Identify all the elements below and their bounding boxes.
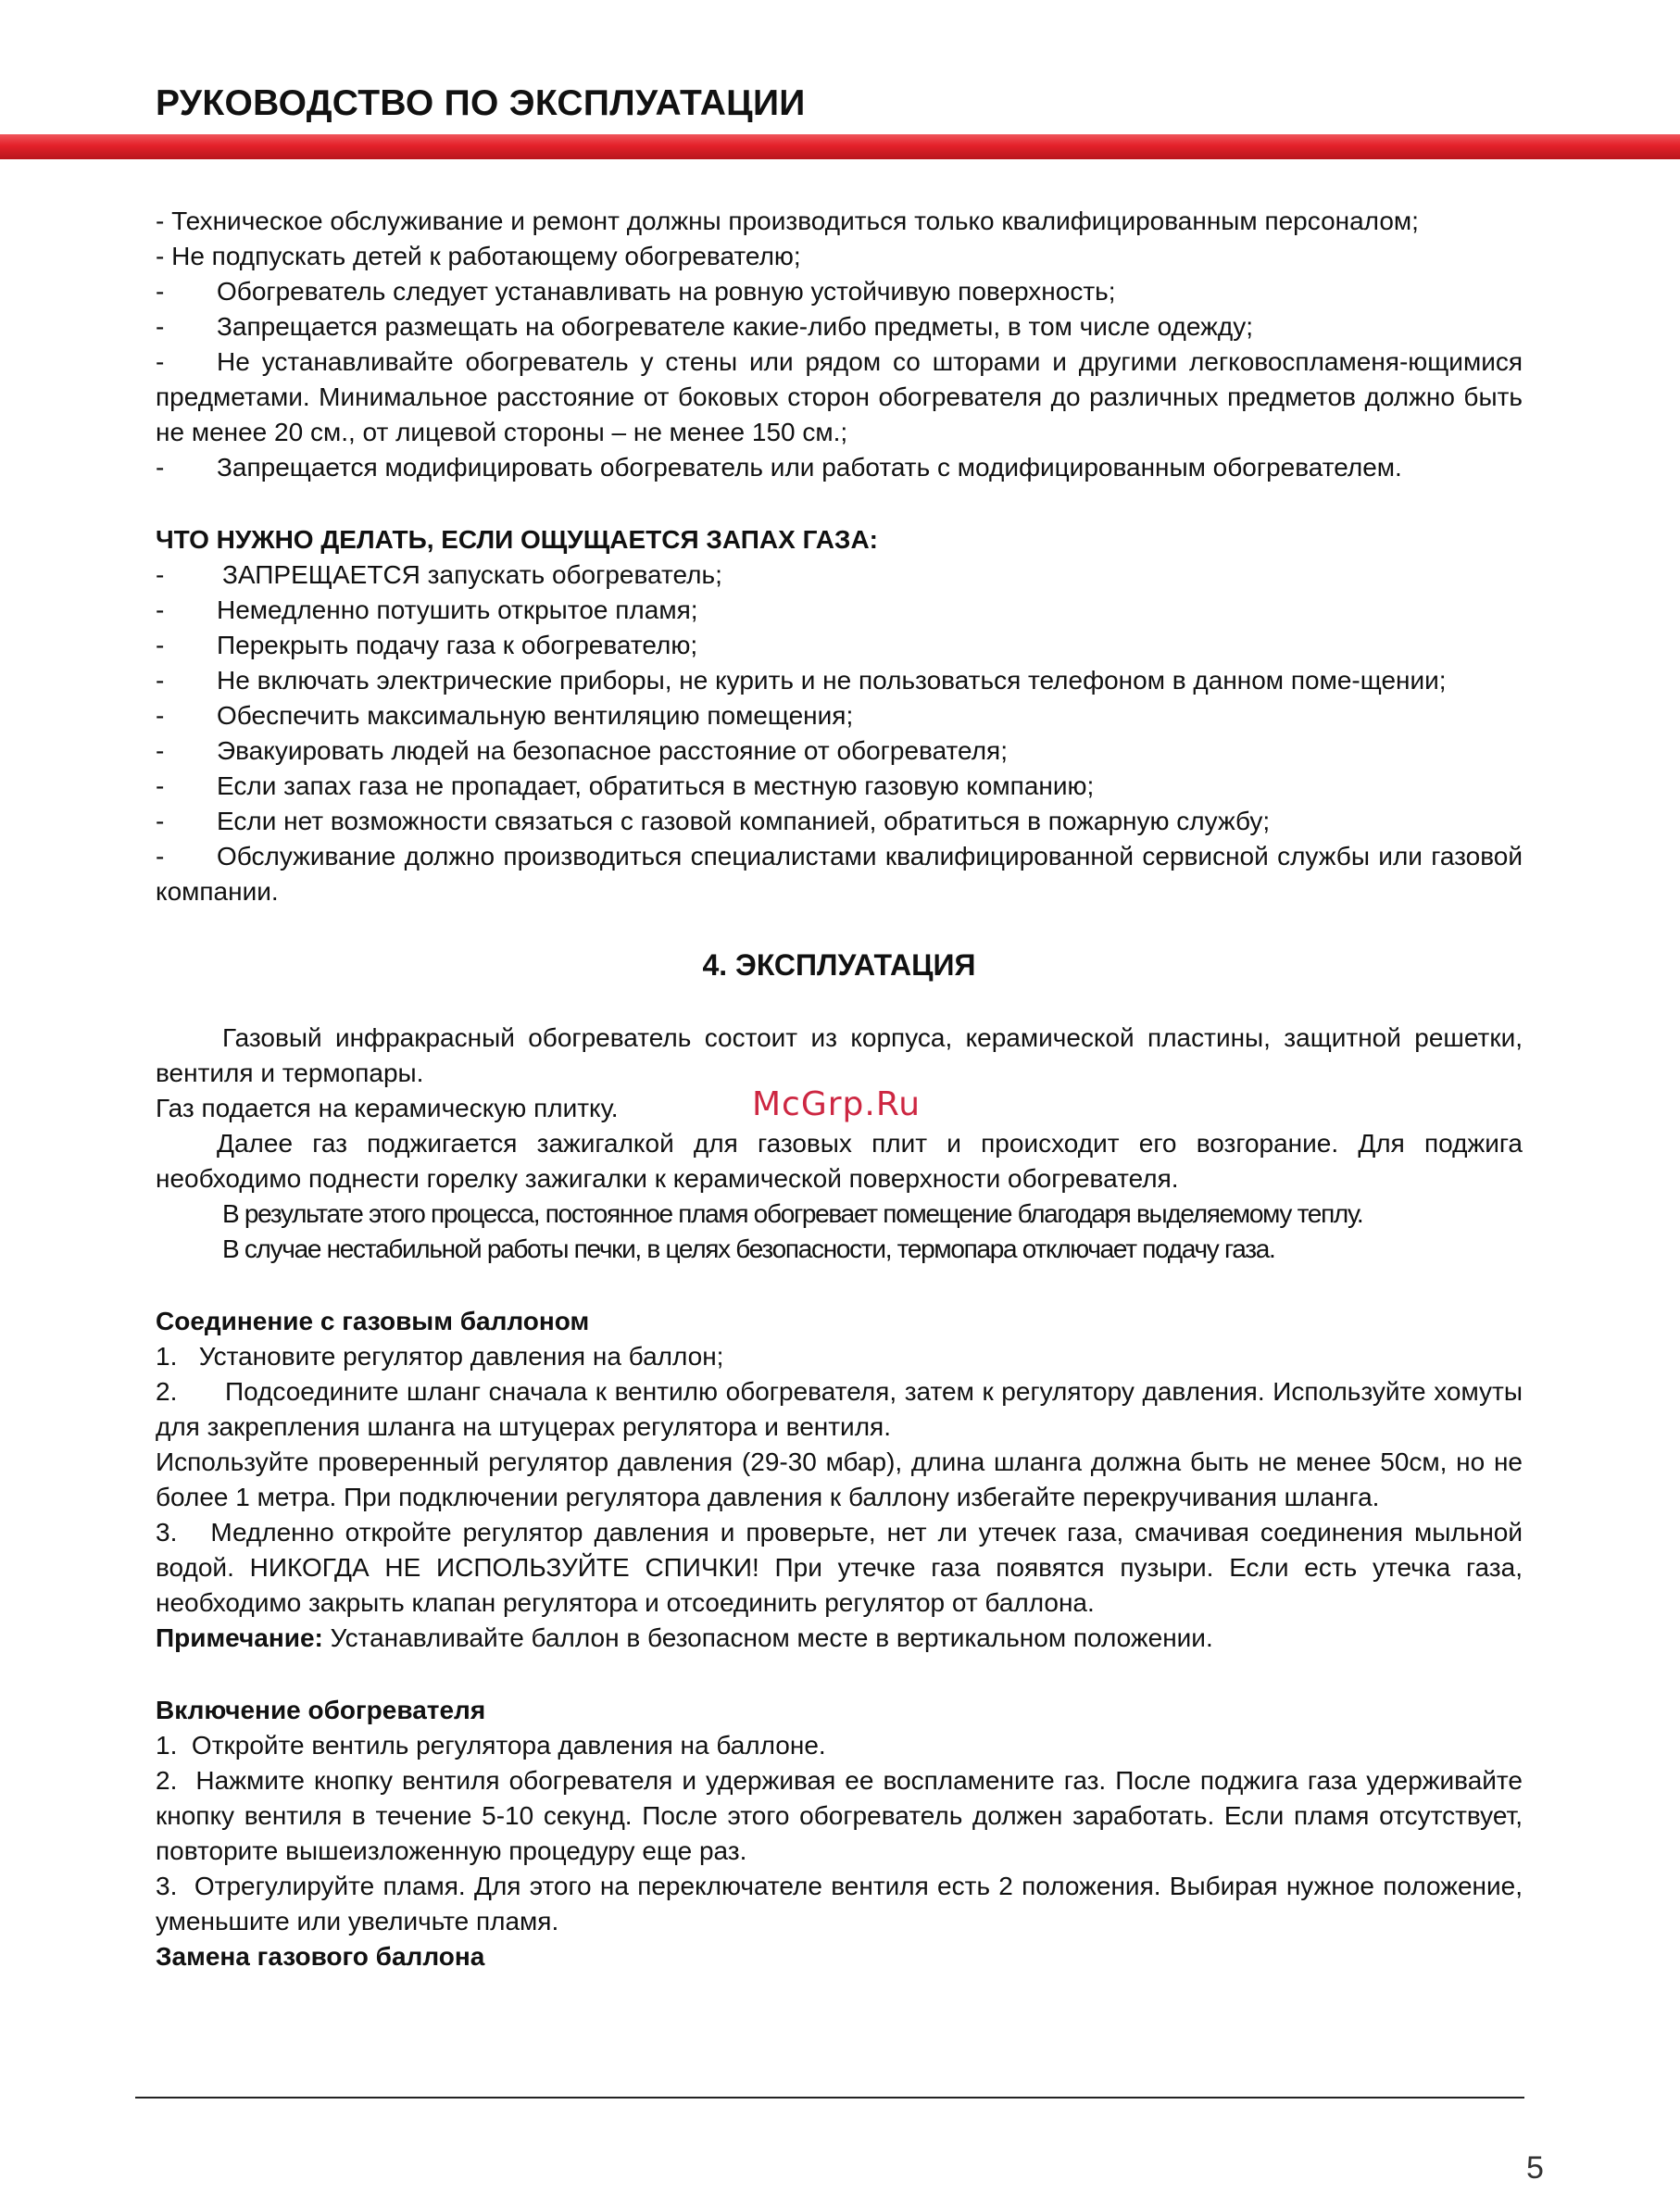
list-item: - Запрещается размещать на обогревателе какие-либо предметы, в том числе одежду; xyxy=(156,312,1253,341)
connection-step-1: 1. Установите регулятор давления на баллон; xyxy=(156,1342,724,1371)
replacement-heading: Замена газового баллона xyxy=(156,1942,485,1971)
ignition-heading: Включение обогревателя xyxy=(156,1696,486,1724)
list-item: - Не устанавливайте обогреватель у стены или рядом со шторами и другими легковоспламеня-ющимися предметами. Минимальное расстояние от боковых сторон обогревателя до различных предметов должно быть не менее 20 см., от лицевой стороны – не менее 150 см.; xyxy=(156,347,1523,446)
safety-line-1: - Техническое обслуживание и ремонт должны производиться только квалифицированным персоналом; xyxy=(156,207,1419,235)
page-number: 5 xyxy=(1526,2150,1544,2186)
list-item: - Немедленно потушить открытое пламя; xyxy=(156,595,698,624)
note-label: Примечание: xyxy=(156,1623,323,1652)
section-title: 4. ЭКСПЛУАТАЦИЯ xyxy=(702,948,976,982)
list-item: - Эвакуировать людей на безопасное расстояние от обогревателя; xyxy=(156,736,1008,765)
connection-step-3: 3. Медленно откройте регулятор давления и проверьте, нет ли утечек газа, смачивая соединения мыльной водой. НИКОГДА НЕ ИСПОЛЬЗУЙТЕ СПИЧКИ! При утечке газа появятся пузыри. Если есть утечка газа, необходимо закрыть клапан регулятора и отсоединить регулятор от баллона. xyxy=(156,1518,1530,1617)
list-item: - Не включать электрические приборы, не курить и не пользоваться телефоном в данном поме-щении; xyxy=(156,666,1447,695)
list-item: - ЗАПРЕЩАЕТСЯ запускать обогреватель; xyxy=(156,560,722,589)
document-title: РУКОВОДСТВО ПО ЭКСПЛУАТАЦИИ xyxy=(156,83,806,123)
operation-paragraph-3: Далее газ поджигается зажигалкой для газовых плит и происходит его возгорание. Для поджига необходимо поднести горелку зажигалки к керамической поверхности обогревателя. xyxy=(156,1129,1523,1193)
connection-step-2: 2. Подсоедините шланг сначала к вентилю обогревателя, затем к регулятору давления. Используйте хомуты для закрепления шланга на штуцерах регулятора и вентиля. xyxy=(156,1377,1530,1441)
header-accent-band xyxy=(0,134,1680,159)
list-item: - Обслуживание должно производиться специалистами квалифицированной сервисной службы или газовой компании. xyxy=(156,842,1523,906)
note-text: Устанавливайте баллон в безопасном месте в вертикальном положении. xyxy=(322,1623,1213,1652)
ignition-step-1: 1. Откройте вентиль регулятора давления на баллоне. xyxy=(156,1731,826,1760)
list-item: - Перекрыть подачу газа к обогревателю; xyxy=(156,631,698,659)
connection-heading: Соединение с газовым баллоном xyxy=(156,1307,590,1335)
list-item: - Обогреватель следует устанавливать на ровную устойчивую поверхность; xyxy=(156,277,1116,306)
operation-paragraph-5: В случае нестабильной работы печки, в целях безопасности, термопара отключает подачу газа. xyxy=(222,1234,1275,1263)
list-item: - Обеспечить максимальную вентиляцию помещения; xyxy=(156,701,854,730)
list-item: - Если запах газа не пропадает, обратиться в местную газовую компанию; xyxy=(156,771,1095,800)
operation-paragraph-2: Газ подается на керамическую плитку. xyxy=(156,1094,619,1122)
ignition-step-3: 3. Отрегулируйте пламя. Для этого на переключателе вентиля есть 2 положения. Выбирая нужное положение, уменьшите или увеличьте пламя. xyxy=(156,1872,1530,1936)
list-item: - Если нет возможности связаться с газовой компанией, обратиться в пожарную службу; xyxy=(156,807,1271,835)
connection-step-2-detail: Используйте проверенный регулятор давления (29-30 мбар), длина шланга должна быть не менее 50см, но не более 1 метра. При подключении регулятора давления к баллону избегайте перекручивания шланга. xyxy=(156,1447,1523,1511)
ignition-step-2: 2. Нажмите кнопку вентиля обогревателя и удерживая ее воспламените газ. После поджига газа удерживайте кнопку вентиля в течение 5-10 секунд. После этого обогреватель должен заработать. Если пламя отсутствует, повторите вышеизложенную процедуру еще раз. xyxy=(156,1766,1530,1865)
operation-paragraph-1: Газовый инфракрасный обогреватель состоит из корпуса, керамической пластины, защитной решетки, вентиля и термопары. xyxy=(156,1023,1523,1087)
operation-paragraph-4: В результате этого процесса, постоянное пламя обогревает помещение благодаря выделяемому теплу. xyxy=(222,1199,1363,1228)
watermark: McGrp.Ru xyxy=(752,1085,921,1123)
safety-line-2: - Не подпускать детей к работающему обогревателю; xyxy=(156,242,801,270)
connection-note xyxy=(156,1621,1523,1656)
gas-smell-heading: ЧТО НУЖНО ДЕЛАТЬ, ЕСЛИ ОЩУЩАЕТСЯ ЗАПАХ ГАЗА: xyxy=(156,525,878,554)
list-item: - Запрещается модифицировать обогреватель или работать с модифицированным обогревателем. xyxy=(156,453,1402,482)
footer-divider xyxy=(135,2097,1524,2099)
